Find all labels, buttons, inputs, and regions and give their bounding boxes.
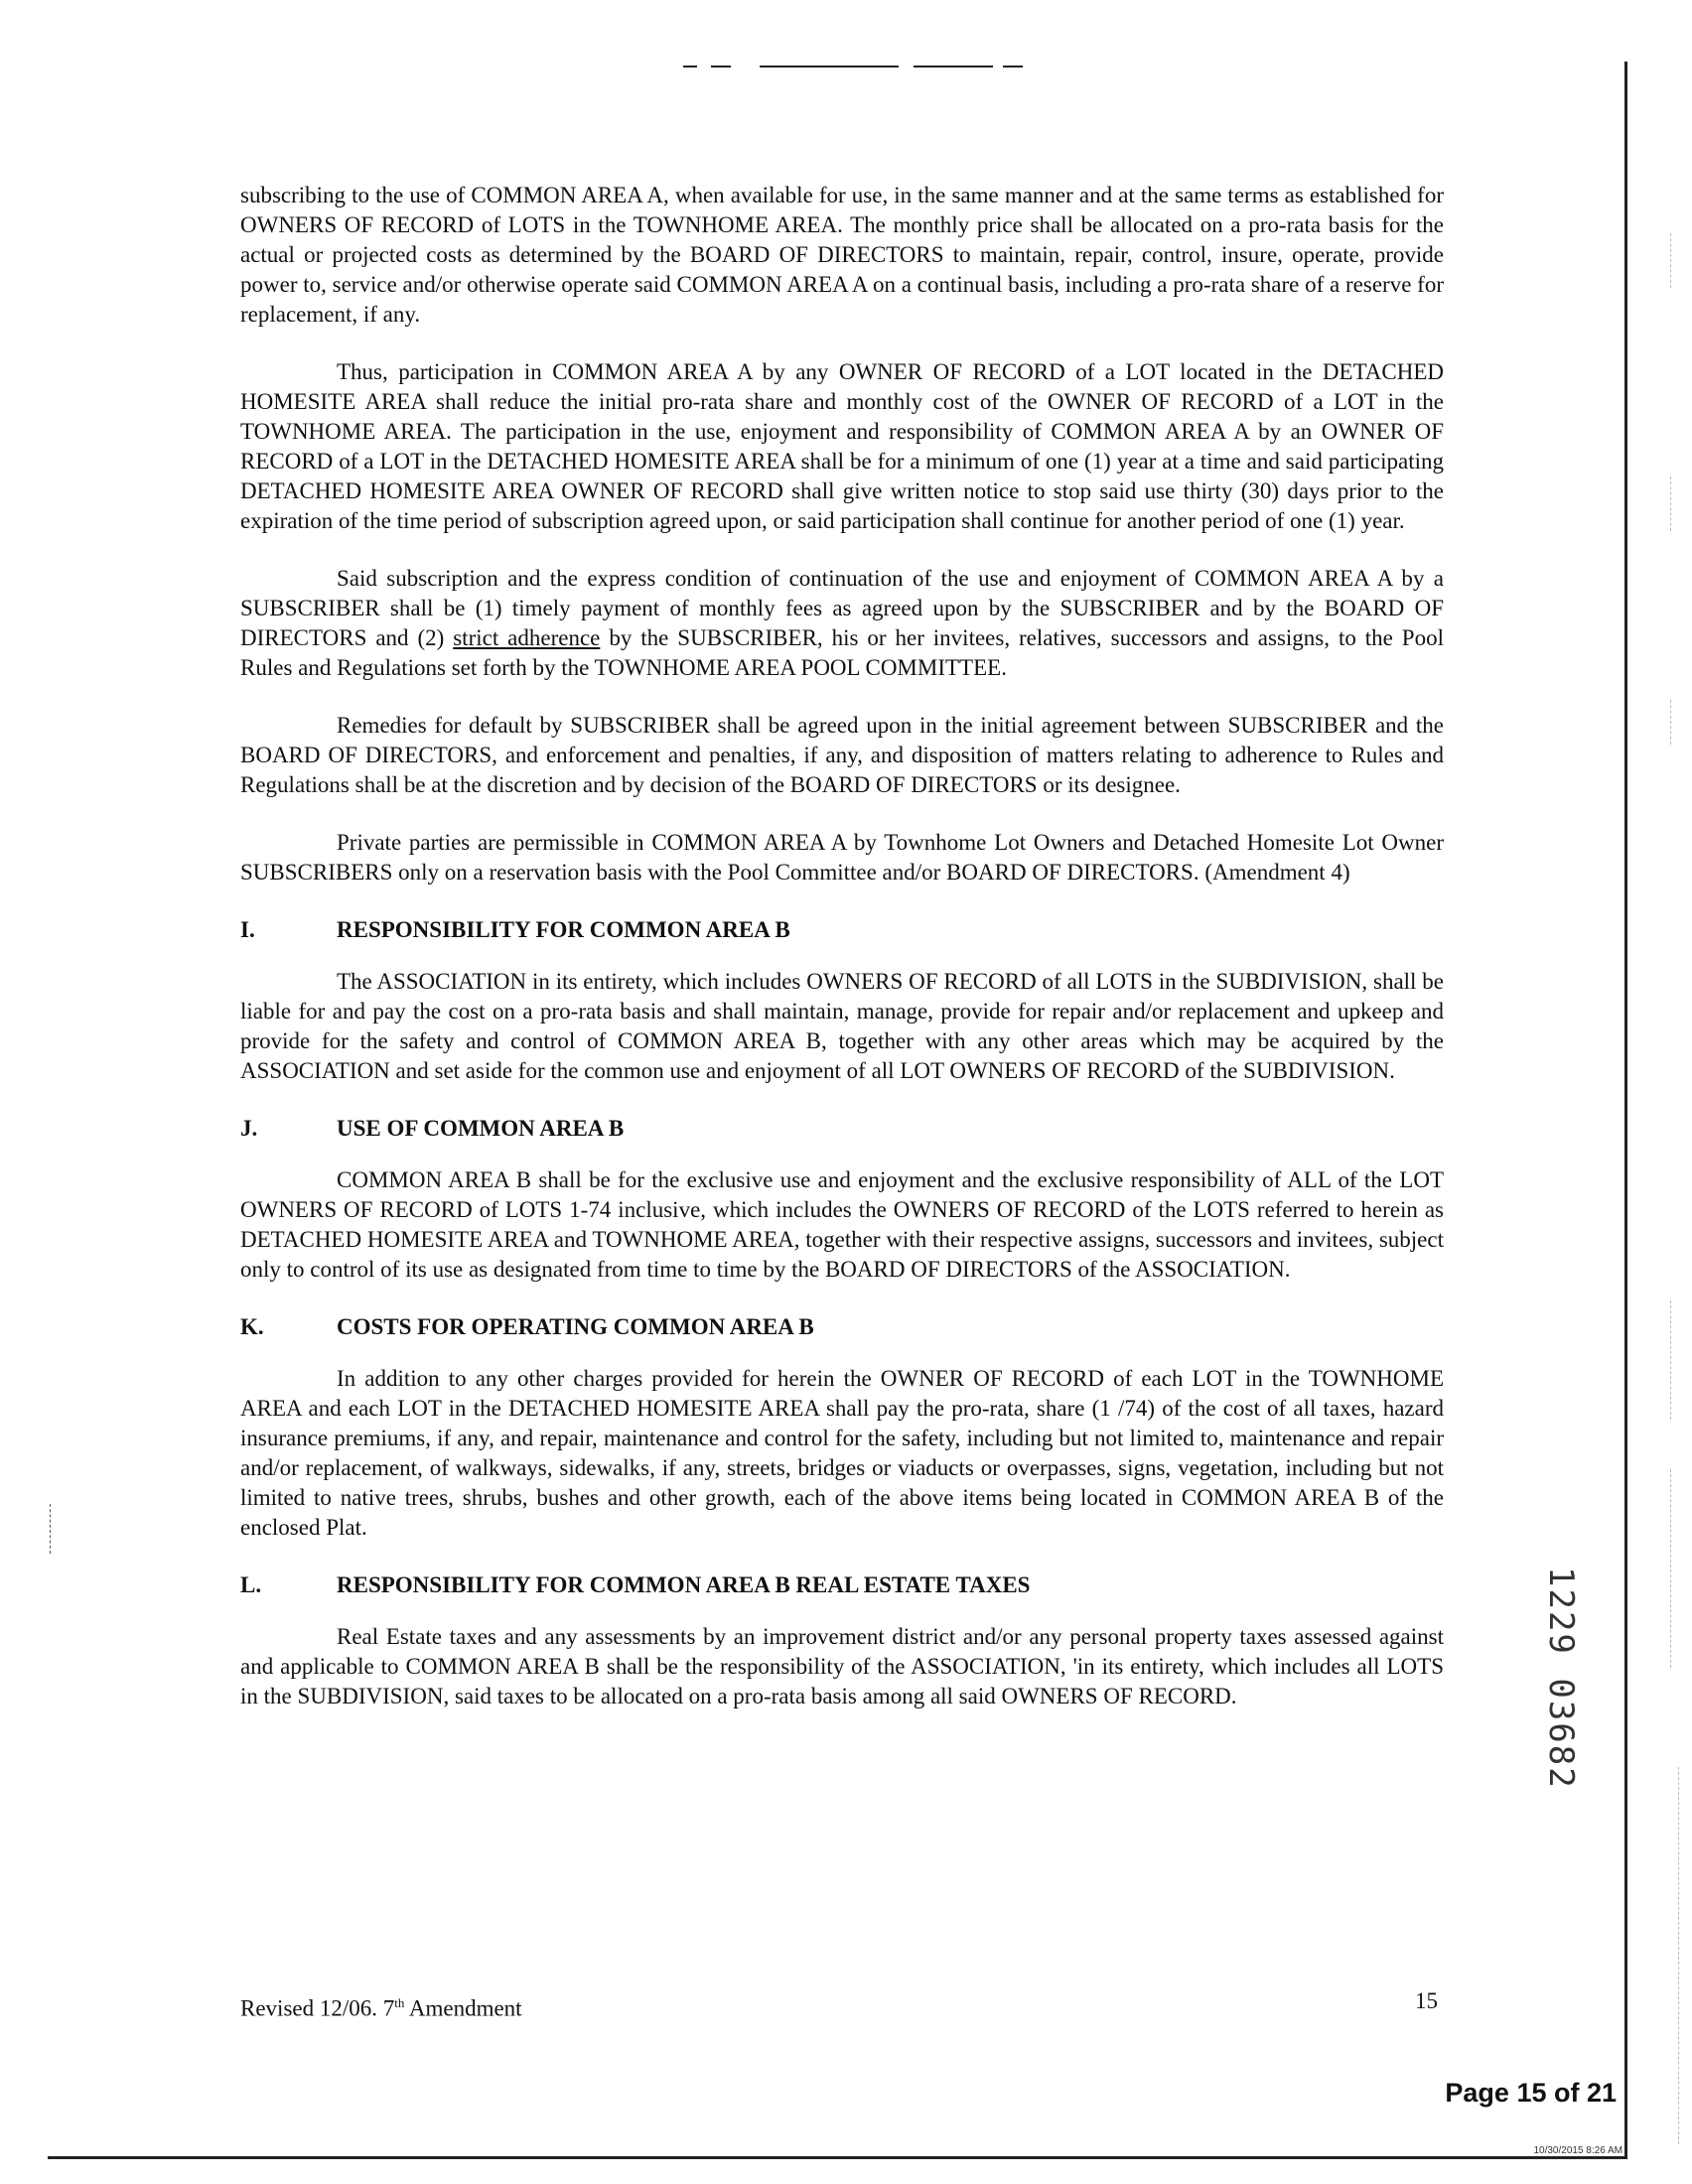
revision-note — [240, 1995, 522, 2022]
recording-stamp: 1229 03682 — [1541, 1567, 1581, 1790]
paragraph: Thus, participation in COMMON AREA A by any OWNER OF RECORD of a LOT located in the DETACHED HOMESITE AREA shall reduce the initial pro-rata share and monthly cost of the OWNER OF RECORD of a LOT in the TOWNHOME AREA. The participation in the use, enjoyment and responsibility of COMMON AREA A by an OWNER OF RECORD of a LOT in the DETACHED HOMESITE AREA shall be for a minimum of one (1) year at a time and said participating DETACHED HOMESITE AREA OWNER OF RECORD shall give written notice to stop said use thirty (30) days prior to the expiration of the time period of subscription agreed upon, or said participation shall continue for another period of one (1) year. — [240, 359, 1444, 533]
section-letter: L. — [240, 1572, 262, 1597]
left-margin-mark — [50, 1504, 52, 1554]
page-number: 15 — [1415, 1988, 1438, 2013]
scan-artifact — [1678, 1767, 1680, 2144]
scan-artifact — [1670, 1469, 1672, 1668]
top-rule — [1003, 66, 1023, 68]
ordinal-suffix: th — [394, 1995, 405, 2010]
document-body — [240, 181, 1444, 1739]
page-counter: Page 15 of 21 — [1445, 2078, 1617, 2108]
section-text: COMMON AREA B shall be for the exclusive use and enjoyment and the exclusive responsibility of ALL of the LOT OWNERS OF RECORD of LOTS 1-74 inclusive, which includes the OWNERS OF RECORD of the LOTS referred to herein as DETACHED HOMESITE AREA and TOWNHOME AREA, together with their respective assigns, successors and invitees, subject only to control of its use as designated from time to time by the BOARD OF DIRECTORS of the ASSOCIATION. — [240, 1167, 1444, 1282]
section-title: RESPONSIBILITY FOR COMMON AREA B — [337, 917, 790, 942]
section-heading — [240, 1114, 1444, 1144]
section-title: COSTS FOR OPERATING COMMON AREA B — [337, 1314, 814, 1339]
top-rule — [711, 66, 731, 68]
scan-artifact — [1670, 1300, 1672, 1420]
scan-artifact — [1670, 477, 1672, 531]
section-title: RESPONSIBILITY FOR COMMON AREA B REAL ESTATE TAXES — [337, 1572, 1031, 1597]
paragraph: Private parties are permissible in COMMON AREA A by Townhome Lot Owners and Detached Homesite Lot Owner SUBSCRIBERS only on a reservation basis with the Pool Committee and/or BOARD OF DIRECTORS. (Amendment 4) — [240, 830, 1444, 885]
revision-text: Revised 12/06. 7 — [240, 1995, 395, 2021]
right-border — [1624, 62, 1627, 2158]
section-letter: K. — [240, 1314, 264, 1339]
paragraph-text: Said subscription and the express condition of continuation of the use and enjoyment of COMMON AREA A by a SUBSCRIBER shall be (1) timely payment of monthly fees as agreed upon by the SUBSCRIBER and by the BOARD OF DIRECTORS and (2) — [240, 566, 1444, 650]
section-heading — [240, 1570, 1444, 1600]
section-letter: J. — [240, 1116, 258, 1141]
paragraph: Remedies for default by SUBSCRIBER shall be agreed upon in the initial agreement between SUBSCRIBER and the BOARD OF DIRECTORS, and enforcement and penalties, if any, and disposition of matters relating to adherence to Rules and Regulations shall be at the discretion and by decision of the BOARD OF DIRECTORS or its designee. — [240, 713, 1444, 797]
paragraph — [240, 564, 1444, 683]
paragraph: subscribing to the use of COMMON AREA A, when available for use, in the same manner and at the same terms as established for OWNERS OF RECORD of LOTS in the TOWNHOME AREA. The monthly price shall be allocated on a pro-rata basis for the actual or projected costs as determined by the BOARD OF DIRECTORS to maintain, repair, control, insure, operate, provide power to, service and/or otherwise operate said COMMON AREA A on a continual basis, including a pro-rata share of a reserve for replacement, if any. — [240, 183, 1444, 327]
top-rule — [683, 66, 697, 68]
top-rule — [914, 66, 993, 68]
section-letter: I. — [240, 917, 255, 942]
scan-artifact — [1670, 233, 1672, 288]
revision-text: Amendment — [404, 1995, 522, 2021]
scan-artifact — [1670, 700, 1672, 745]
bottom-border — [48, 2156, 1627, 2159]
section-title: USE OF COMMON AREA B — [337, 1116, 625, 1141]
section-text: Real Estate taxes and any assessments by an improvement district and/or any personal property taxes assessed against and applicable to COMMON AREA B shall be the responsibility of the ASSOCIATION, 'in its entirety, which includes all LOTS in the SUBDIVISION, said taxes to be allocated on a pro-rata basis among all said OWNERS OF RECORD. — [240, 1624, 1444, 1708]
paragraph-text: by the SUBSCRIBER, his or her invitees, relatives, successors and assigns, to the Pool Rules and Regulations set forth by the TOWNHOME AREA POOL COMMITTEE. — [240, 625, 1444, 680]
section-heading — [240, 1312, 1444, 1342]
section-text: The ASSOCIATION in its entirety, which includes OWNERS OF RECORD of all LOTS in the SUBDIVISION, shall be liable for and pay the cost on a pro-rata basis and shall maintain, manage, provide for repair and/or replacement and upkeep and provide for the safety and control of COMMON AREA B, together with any other areas which may be acquired by the ASSOCIATION and set aside for the common use and enjoyment of all LOT OWNERS OF RECORD of the SUBDIVISION. — [240, 969, 1444, 1083]
top-rule — [760, 66, 899, 68]
timestamp: 10/30/2015 8:26 AM — [1533, 2145, 1622, 2156]
section-text: In addition to any other charges provided for herein the OWNER OF RECORD of each LOT in the TOWNHOME AREA and each LOT in the DETACHED HOMESITE AREA shall pay the pro-rata, share (1 /74) of the cost of all taxes, hazard insurance premiums, if any, and repair, maintenance and control for the safety, including but not limited to, maintenance and repair and/or replacement, of walkways, sidewalks, if any, streets, bridges or viaducts or overpasses, signs, vegetation, including but not limited to native trees, shrubs, bushes and other growth, each of the above items being located in COMMON AREA B of the enclosed Plat. — [240, 1366, 1444, 1540]
section-heading — [240, 915, 1444, 945]
underlined-text: strict adherence — [453, 625, 601, 650]
